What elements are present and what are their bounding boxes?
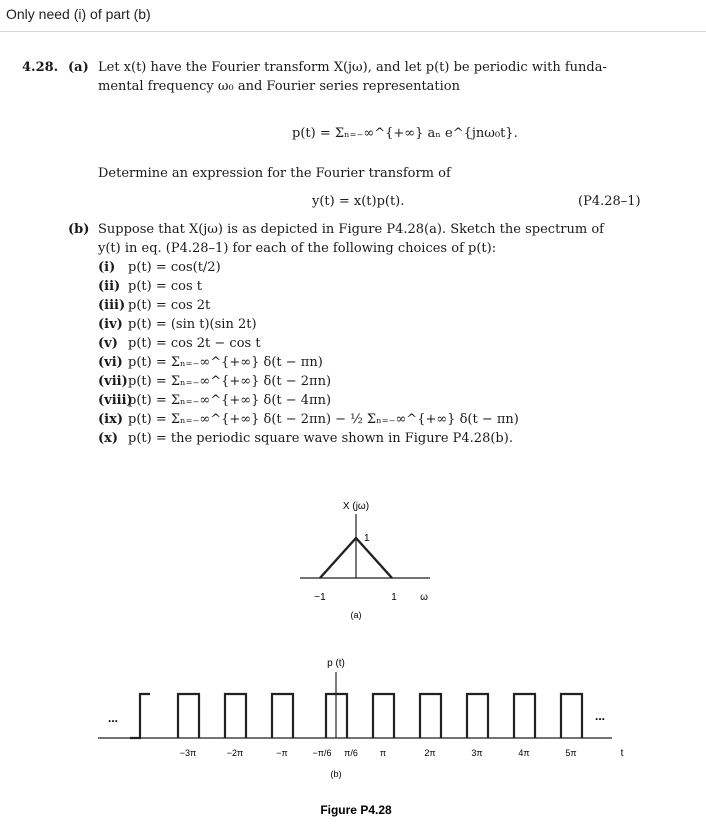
choice-label: (iii)	[98, 298, 126, 313]
part-a-line1: Let x(t) have the Fourier transform X(jω), and let p(t) be periodic with funda-	[98, 60, 607, 75]
figure-a	[300, 501, 430, 620]
instruction-note: Only need (i) of part (b)	[6, 6, 151, 22]
choice-text: p(t) = cos(t/2)	[128, 260, 221, 275]
figure-b-dots-right: ...	[594, 709, 606, 723]
choice-text: p(t) = Σₙ₌₋∞^{+∞} δ(t − 2πn)	[128, 374, 332, 389]
figure-b-ylabel: p (t)	[327, 658, 345, 669]
figure-b-tick-label: −2π	[226, 748, 244, 758]
part-a-line2: mental frequency ω₀ and Fourier series representation	[98, 79, 461, 94]
figure-b-tick-label: −π/6	[312, 748, 332, 758]
figure-b-xlabel: t	[620, 748, 624, 759]
figure-a-xlabel: ω	[420, 592, 428, 603]
choice-label: (vii)	[98, 374, 128, 389]
figure-caption: Figure P4.28	[320, 803, 392, 817]
problem-number: 4.28.	[22, 60, 59, 75]
figure-a-caption: (a)	[350, 610, 362, 620]
choice-label: (v)	[98, 336, 118, 351]
choice-text: p(t) = cos 2t − cos t	[128, 336, 261, 351]
choice-text: p(t) = cos 2t	[128, 298, 211, 313]
choice-text: p(t) = the periodic square wave shown in Figure P4.28(b).	[128, 431, 513, 446]
square-wave	[130, 694, 582, 738]
part-a-label: (a)	[68, 60, 89, 75]
choice-label: (vi)	[98, 355, 123, 370]
choice-label: (iv)	[98, 317, 123, 332]
figure-b-tick-label: −π	[276, 748, 288, 758]
equation-label: (P4.28–1)	[578, 194, 641, 209]
figure-a-tick-neg: −1	[314, 592, 326, 603]
figure-b-tick-label: π	[379, 748, 387, 758]
choice-text: p(t) = (sin t)(sin 2t)	[128, 317, 257, 332]
figure-b-tick-label: 3π	[471, 748, 483, 758]
figure-b-tick-label: 5π	[565, 748, 577, 758]
figure-b-caption: (b)	[330, 769, 342, 779]
part-b-line1: Suppose that X(jω) is as depicted in Figure P4.28(a). Sketch the spectrum of	[98, 222, 604, 237]
figure-b-tick-label: 2π	[424, 748, 436, 758]
choice-label: (ix)	[98, 412, 123, 427]
choice-text: p(t) = Σₙ₌₋∞^{+∞} δ(t − πn)	[128, 355, 323, 370]
figure-b-dots-left: ...	[107, 711, 119, 725]
choice-label: (i)	[98, 260, 116, 275]
figure-a-peak-label: 1	[364, 533, 370, 544]
choice-label: (viii)	[98, 393, 133, 408]
figure-b-tick-label: 4π	[518, 748, 530, 758]
choice-text: p(t) = cos t	[128, 279, 202, 294]
part-b-line2: y(t) in eq. (P4.28–1) for each of the following choices of p(t):	[98, 241, 497, 256]
figure-b-tick-label: π/6	[344, 748, 358, 758]
figure-b	[98, 658, 624, 779]
figure-a-ylabel: X (jω)	[342, 501, 370, 512]
choice-label: (ii)	[98, 279, 121, 294]
choice-text: p(t) = Σₙ₌₋∞^{+∞} δ(t − 4πn)	[128, 393, 332, 408]
fourier-series-equation: p(t) = Σₙ₌₋∞^{+∞} aₙ e^{jnω₀t}.	[292, 126, 518, 141]
figure-b-tick-label: −3π	[179, 748, 197, 758]
figure-b-tick-labels	[180, 748, 577, 758]
choice-label: (x)	[98, 431, 119, 446]
product-equation: y(t) = x(t)p(t).	[312, 194, 405, 209]
part-b-label: (b)	[68, 222, 90, 237]
choice-text: p(t) = Σₙ₌₋∞^{+∞} δ(t − 2πn) − ½ Σₙ₌₋∞^{+∞} δ(t − πn)	[128, 412, 519, 427]
figure-a-tick-pos: 1	[391, 592, 397, 603]
determine-text: Determine an expression for the Fourier transform of	[98, 166, 451, 181]
